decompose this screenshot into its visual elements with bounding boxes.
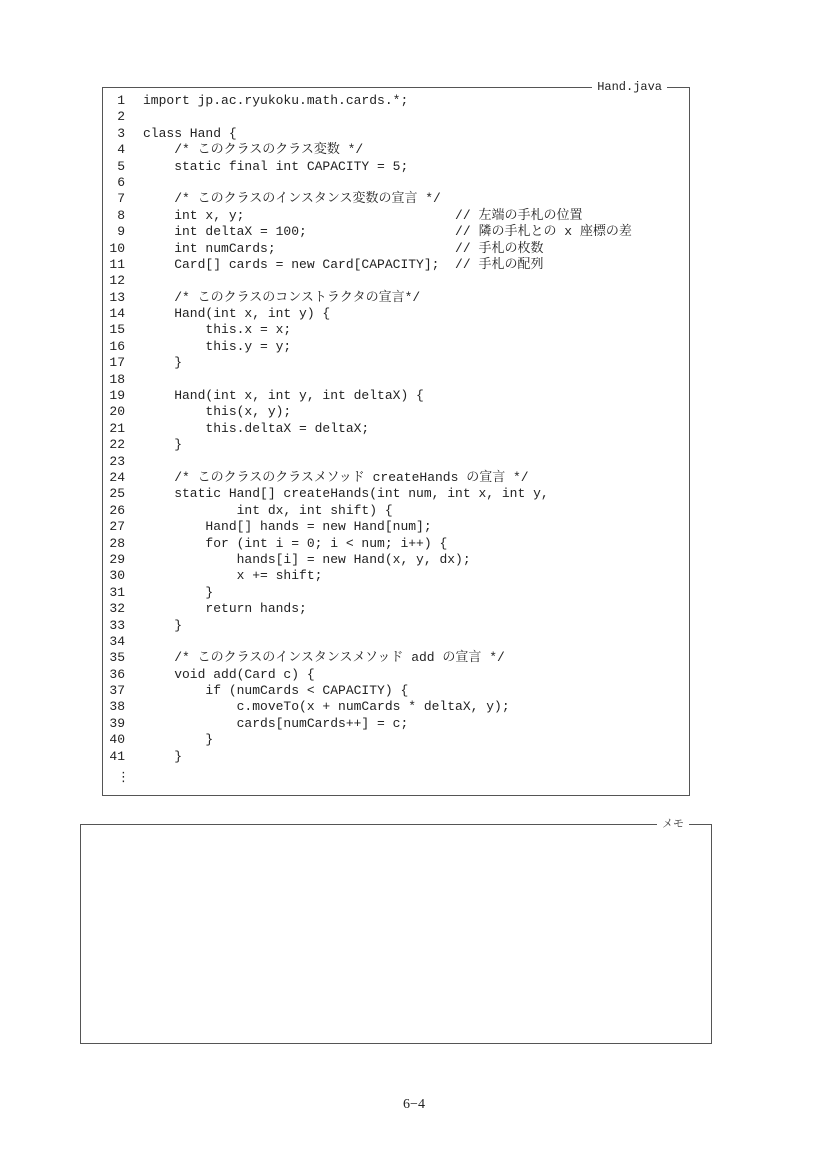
line-code: return hands;	[143, 601, 307, 617]
line-number: 24	[109, 469, 125, 485]
memo-title: メモ	[657, 816, 689, 832]
line-number: 6	[117, 174, 125, 190]
line-number: 33	[109, 617, 125, 633]
line-number: 21	[109, 420, 125, 436]
line-code: this.deltaX = deltaX;	[143, 420, 370, 436]
line-code: static final int CAPACITY = 5;	[143, 158, 409, 174]
line-number: 7	[117, 191, 125, 207]
line-code: this.x = x;	[143, 322, 292, 338]
line-code: this.y = y;	[143, 338, 292, 354]
line-code: /* このクラスのクラス変数 */	[143, 142, 364, 158]
line-code: x += shift;	[143, 568, 323, 584]
line-number: 1	[117, 93, 125, 108]
line-number: 18	[109, 371, 125, 387]
line-number: 15	[109, 322, 125, 338]
continuation-mark: ⋮	[117, 770, 130, 785]
memo-box	[80, 817, 712, 1044]
line-code: /* このクラスのインスタンス変数の宣言 */	[143, 191, 441, 207]
code-listing-box	[102, 80, 690, 796]
line-number: 9	[117, 224, 125, 240]
line-code: }	[143, 355, 183, 371]
line-code: int dx, int shift) {	[143, 502, 393, 518]
line-number: 5	[117, 158, 125, 174]
line-code: for (int i = 0; i < num; i++) {	[143, 535, 448, 551]
line-code: void add(Card c) {	[143, 666, 315, 682]
line-number: 12	[109, 273, 125, 289]
line-code: Hand[] hands = new Hand[num];	[143, 519, 432, 535]
line-code: cards[numCards++] = c;	[143, 715, 409, 731]
line-number: 25	[109, 486, 125, 502]
line-code: Card[] cards = new Card[CAPACITY]; // 手札の配列	[143, 256, 544, 272]
line-code: }	[143, 732, 214, 748]
line-number: 28	[109, 535, 125, 551]
line-number: 16	[109, 338, 125, 354]
line-number: 14	[109, 306, 125, 322]
line-code: class Hand {	[143, 125, 237, 141]
line-code: static Hand[] createHands(int num, int x, int y,	[143, 486, 549, 502]
line-number: 29	[109, 551, 125, 567]
line-code: /* このクラスのクラスメソッド createHands の宣言 */	[143, 469, 529, 485]
line-number: 38	[109, 699, 125, 715]
line-number: 32	[109, 601, 125, 617]
line-code: Hand(int x, int y) {	[143, 306, 331, 322]
line-code: }	[143, 437, 183, 453]
line-number: 31	[109, 584, 125, 600]
line-code: this(x, y);	[143, 404, 292, 420]
line-code: }	[143, 584, 214, 600]
line-number: 34	[109, 633, 125, 649]
line-number: 3	[117, 125, 125, 141]
line-code: Hand(int x, int y, int deltaX) {	[143, 388, 424, 404]
line-code: int x, y; // 左端の手札の位置	[143, 207, 583, 223]
line-code: int deltaX = 100; // 隣の手札との x 座標の差	[143, 224, 632, 240]
line-number: 2	[117, 109, 125, 125]
line-number: 35	[109, 650, 125, 666]
line-number: 40	[109, 732, 125, 748]
line-number: 22	[109, 437, 125, 453]
line-number: 8	[117, 207, 125, 223]
line-number: 41	[109, 748, 125, 764]
line-number: 36	[109, 666, 125, 682]
line-number: 20	[109, 404, 125, 420]
line-number: 23	[109, 453, 125, 469]
line-code: c.moveTo(x + numCards * deltaX, y);	[143, 699, 510, 715]
line-code: }	[143, 748, 183, 764]
line-code: import jp.ac.ryukoku.math.cards.*;	[143, 93, 409, 108]
line-number: 17	[109, 355, 125, 371]
line-number: 13	[109, 289, 125, 305]
page-number: 6−4	[403, 1097, 425, 1112]
line-number: 37	[109, 683, 125, 699]
line-number: 30	[109, 568, 125, 584]
line-code: /* このクラスのインスタンスメソッド add の宣言 */	[143, 650, 505, 666]
line-number: 11	[109, 256, 125, 272]
line-code: }	[143, 617, 183, 633]
line-number: 10	[109, 240, 125, 256]
line-code: if (numCards < CAPACITY) {	[143, 683, 409, 699]
line-number: 27	[109, 519, 125, 535]
line-code: /* このクラスのコンストラクタの宣言*/	[143, 289, 421, 305]
line-number: 4	[117, 142, 125, 158]
code-filename: Hand.java	[592, 79, 667, 95]
line-number: 39	[109, 715, 125, 731]
line-code: hands[i] = new Hand(x, y, dx);	[143, 551, 471, 567]
line-number: 19	[109, 388, 125, 404]
line-code: int numCards; // 手札の枚数	[143, 240, 544, 256]
line-number: 26	[109, 502, 125, 518]
